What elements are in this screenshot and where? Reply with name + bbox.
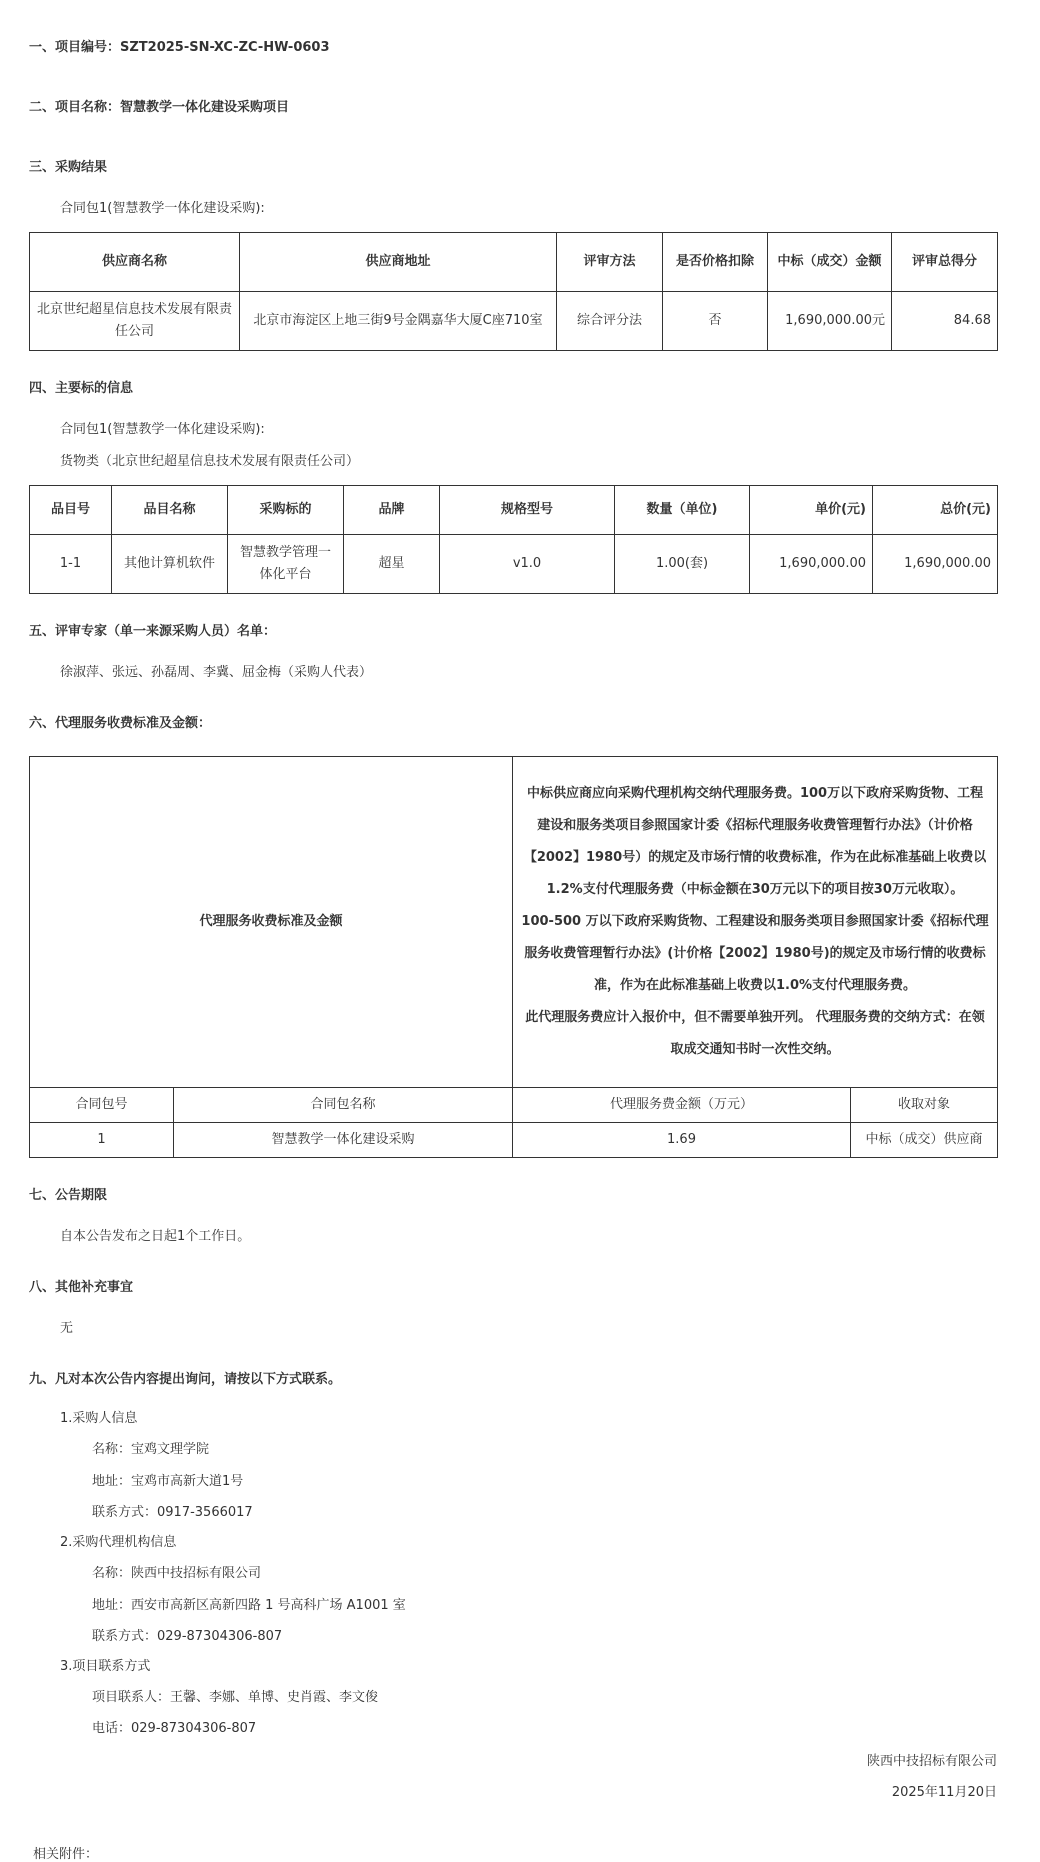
- project-contact-persons: 项目联系人：王馨、李娜、单博、史肖霞、李文俊: [92, 1690, 379, 1705]
- table-header-cell: 数量（单位): [615, 486, 750, 535]
- table-header-row: [30, 1088, 998, 1123]
- table-cell: 北京世纪超星信息技术发展有限责任公司: [30, 292, 240, 351]
- fee-paragraph: 此代理服务费应计入报价中，但不需要单独开列。 代理服务费的交纳方式：在领取成交通知书时一次性交纳。: [525, 1010, 985, 1057]
- table-cell: 1.69: [513, 1123, 851, 1158]
- table-cell: v1.0: [440, 535, 615, 594]
- project-contact-phone: 电话：029-87304306-807: [92, 1721, 257, 1736]
- table-cell: 84.68: [892, 292, 998, 351]
- section-heading-experts: 五、评审专家（单一来源采购人员）名单：: [29, 624, 277, 639]
- result-table: [29, 232, 998, 351]
- table-header-cell: 评审总得分: [892, 233, 998, 292]
- attachments-label: 相关附件：: [33, 1847, 99, 1862]
- buyer-phone: 联系方式：0917-3566017: [92, 1505, 253, 1520]
- section-heading-contacts: 九、凡对本次公告内容提出询问，请按以下方式联系。: [29, 1372, 342, 1387]
- agent-info-title: 2.采购代理机构信息: [60, 1535, 177, 1550]
- fee-table: [29, 756, 998, 1158]
- table-row: [30, 535, 998, 594]
- expert-list: 徐淑萍、张远、孙磊周、李冀、屈金梅（采购人代表）: [60, 665, 373, 680]
- table-header-cell: 单价(元): [750, 486, 873, 535]
- section-label: 二、项目名称：: [29, 100, 121, 115]
- table-cell: 1-1: [30, 535, 112, 594]
- agent-name: 名称：陕西中技招标有限公司: [92, 1566, 262, 1581]
- other-matters: 无: [60, 1321, 74, 1336]
- fee-paragraph: 中标供应商应向采购代理机构交纳代理服务费。100万以下政府采购货物、工程建设和服务类项目参照国家计委《招标代理服务收费管理暂行办法》（计价格【2002】1980号）的规定及市场行情的收费标准，作为在此标准基础上收费以1.2%支付代理服务费（中标金额在30万元以下的项目按30万元收取）。: [523, 786, 987, 897]
- project-contact-title: 3.项目联系方式: [60, 1659, 151, 1674]
- fee-standard-title: 代理服务收费标准及金额: [30, 757, 513, 1088]
- table-header-row: [30, 486, 998, 535]
- table-cell: 1,690,000.00: [750, 535, 873, 594]
- agent-phone: 联系方式：029-87304306-807: [92, 1629, 283, 1644]
- table-cell: 1,690,000.00: [873, 535, 998, 594]
- section-project-name: [29, 96, 289, 115]
- table-row: [30, 292, 998, 351]
- table-header-cell: 收取对象: [851, 1088, 998, 1123]
- table-header-cell: 是否价格扣除: [663, 233, 768, 292]
- table-cell: 否: [663, 292, 768, 351]
- table-header-cell: 总价(元): [873, 486, 998, 535]
- table-header-cell: 中标（成交）金额: [768, 233, 892, 292]
- signature-company: 陕西中技招标有限公司: [866, 1754, 997, 1769]
- items-category-label: 货物类（北京世纪超星信息技术发展有限责任公司）: [60, 454, 360, 469]
- table-cell: 1: [30, 1123, 174, 1158]
- table-cell: 智慧教学一体化建设采购: [174, 1123, 513, 1158]
- table-cell: 其他计算机软件: [112, 535, 228, 594]
- table-header-cell: 品目号: [30, 486, 112, 535]
- table-header-cell: 评审方法: [557, 233, 663, 292]
- buyer-name: 名称：宝鸡文理学院: [92, 1442, 210, 1457]
- result-package-label: 合同包1(智慧教学一体化建设采购):: [60, 201, 265, 216]
- table-cell: 智慧教学管理一体化平台: [228, 535, 344, 594]
- table-cell: 1.00(套): [615, 535, 750, 594]
- fee-paragraph: 100-500 万以下政府采购货物、工程建设和服务类项目参照国家计委《招标代理服务收费管理暂行办法》(计价格【2002】1980号)的规定及市场行情的收费标准，作为在此标准基础上收费以1.0%支付代理服务费。: [521, 914, 989, 993]
- table-header-cell: 供应商名称: [30, 233, 240, 292]
- items-table: [29, 485, 998, 594]
- section-heading-fee: 六、代理服务收费标准及金额：: [29, 716, 212, 731]
- section-heading-items: 四、主要标的信息: [29, 381, 134, 396]
- table-header-cell: 合同包号: [30, 1088, 174, 1123]
- table-header-cell: 合同包名称: [174, 1088, 513, 1123]
- table-cell: 综合评分法: [557, 292, 663, 351]
- table-header-cell: 代理服务费金额（万元）: [513, 1088, 851, 1123]
- buyer-info-title: 1.采购人信息: [60, 1411, 138, 1426]
- table-cell: 超星: [344, 535, 440, 594]
- table-row: [30, 1123, 998, 1158]
- section-heading-period: 七、公告期限: [29, 1188, 108, 1203]
- project-name: 智慧教学一体化建设采购项目: [120, 100, 290, 115]
- notice-period: 自本公告发布之日起1个工作日。: [60, 1229, 251, 1244]
- section-heading-other: 八、其他补充事宜: [29, 1280, 134, 1295]
- section-heading-result: 三、采购结果: [29, 160, 108, 175]
- table-cell: 中标（成交）供应商: [851, 1123, 998, 1158]
- fee-standard-description: [513, 757, 998, 1088]
- items-package-label: 合同包1(智慧教学一体化建设采购):: [60, 422, 265, 437]
- buyer-address: 地址：宝鸡市高新大道1号: [92, 1474, 244, 1489]
- fee-standard-row: [30, 757, 998, 1088]
- table-cell: 北京市海淀区上地三街9号金隅嘉华大厦C座710室: [240, 292, 557, 351]
- table-header-cell: 规格型号: [440, 486, 615, 535]
- table-cell: 1,690,000.00元: [768, 292, 892, 351]
- table-header-cell: 品牌: [344, 486, 440, 535]
- agent-address: 地址：西安市高新区高新四路 1 号高科广场 A1001 室: [92, 1598, 406, 1613]
- signature-date: 2025年11月20日: [891, 1785, 997, 1800]
- table-header-row: [30, 233, 998, 292]
- table-header-cell: 品目名称: [112, 486, 228, 535]
- table-header-cell: 采购标的: [228, 486, 344, 535]
- project-number: SZT2025-SN-XC-ZC-HW-0603: [120, 40, 330, 55]
- table-header-cell: 供应商地址: [240, 233, 557, 292]
- section-label: 一、项目编号：: [29, 40, 121, 55]
- section-project-number: [29, 36, 330, 55]
